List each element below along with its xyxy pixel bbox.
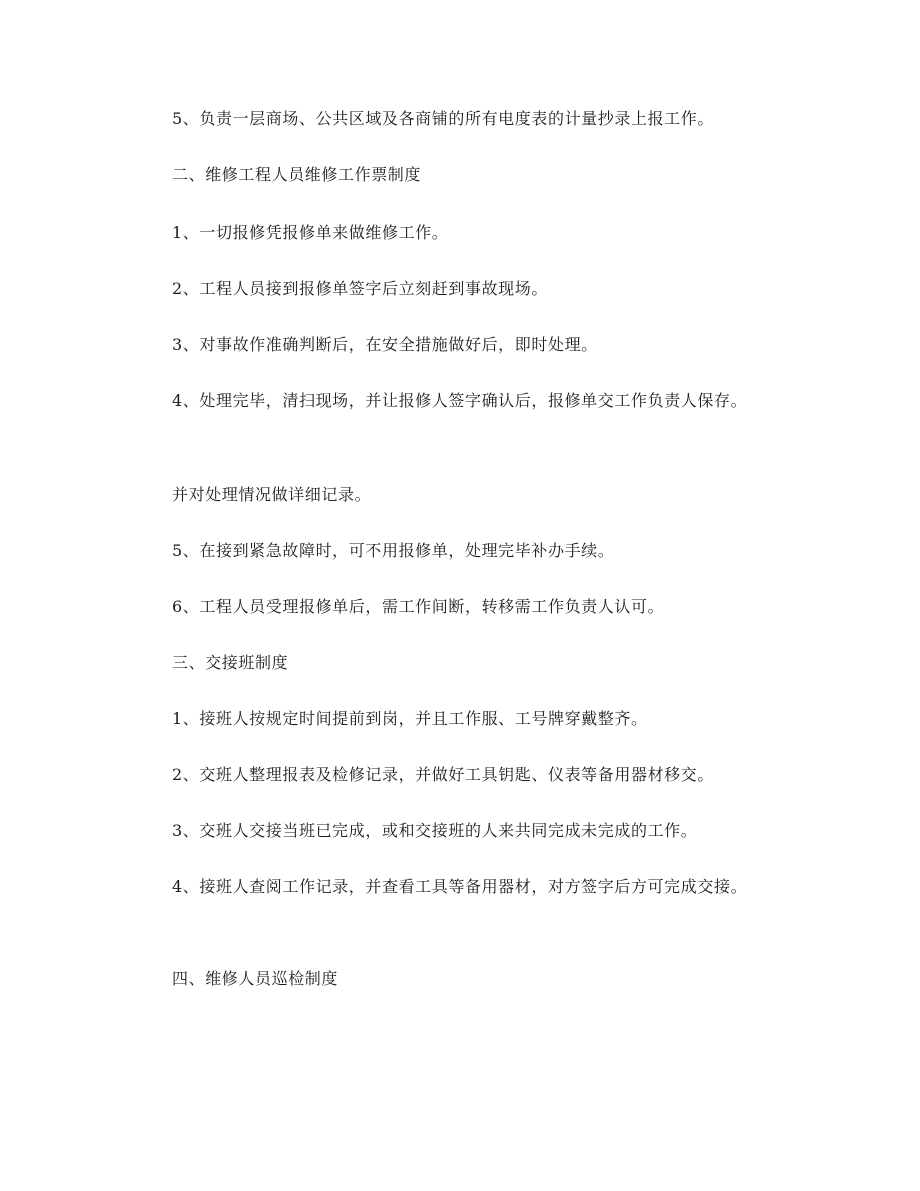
list-item: 2、交班人整理报表及检修记录，并做好工具钥匙、仪表等备用器材移交。	[172, 765, 714, 784]
section-heading-shift-handover: 三、交接班制度	[172, 653, 289, 672]
list-item: 5、在接到紧急故障时，可不用报修单，处理完毕补办手续。	[172, 541, 615, 560]
section-heading-inspection: 四、维修人员巡检制度	[172, 969, 339, 988]
list-item: 1、接班人按规定时间提前到岗，并且工作服、工号牌穿戴整齐。	[172, 709, 648, 728]
list-item: 3、交班人交接当班已完成，或和交接班的人来共同完成未完成的工作。	[172, 821, 698, 840]
list-item: 6、工程人员受理报修单后，需工作间断，转移需工作负责人认可。	[172, 597, 665, 616]
list-item-continuation: 并对处理情况做详细记录。	[172, 485, 372, 504]
list-item: 1、一切报修凭报修单来做维修工作。	[172, 223, 449, 242]
list-item: 4、接班人查阅工作记录，并查看工具等备用器材，对方签字后方可完成交接。	[172, 877, 748, 896]
list-item: 4、处理完毕，清扫现场，并让报修人签字确认后，报修单交工作负责人保存。	[172, 391, 748, 410]
section-heading-work-ticket: 二、维修工程人员维修工作票制度	[172, 165, 422, 184]
list-item: 2、工程人员接到报修单签字后立刻赶到事故现场。	[172, 279, 548, 298]
list-item: 3、对事故作准确判断后，在安全措施做好后，即时处理。	[172, 335, 598, 354]
list-item-meter-reading: 5、负责一层商场、公共区域及各商铺的所有电度表的计量抄录上报工作。	[172, 109, 714, 128]
